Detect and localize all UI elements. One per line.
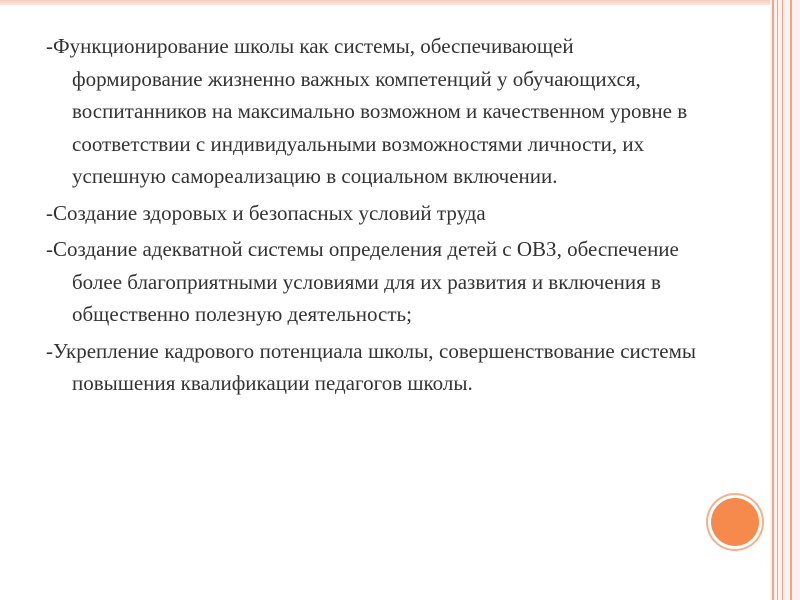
list-item: -Создание здоровых и безопасных условий труда	[46, 200, 486, 225]
top-decorative-strip	[0, 0, 770, 5]
decorative-circle	[711, 498, 759, 546]
list-item: -Укрепление кадрового потенциала школы, совершенствование системы повышения квалификации педагогов школы.	[46, 338, 696, 395]
border-line	[772, 0, 774, 600]
slide-content-list	[46, 30, 696, 404]
border-line	[782, 0, 783, 600]
right-decorative-border	[770, 0, 800, 600]
list-item: -Функционирование школы как системы, обеспечивающей формирование жизненно важных компетенций у обучающихся, воспитанников на максимально возможном и качественном уровне в соответствии с индивидуальными возможностями личности, их успешную самореализацию в социальном включении.	[46, 34, 688, 188]
border-line	[777, 0, 778, 600]
border-line	[790, 0, 792, 600]
list-item: -Создание адекватной системы определения детей с ОВЗ, обеспечение более благоприятными условиями для их развития и включения в общественно полезную деятельность;	[46, 237, 679, 326]
